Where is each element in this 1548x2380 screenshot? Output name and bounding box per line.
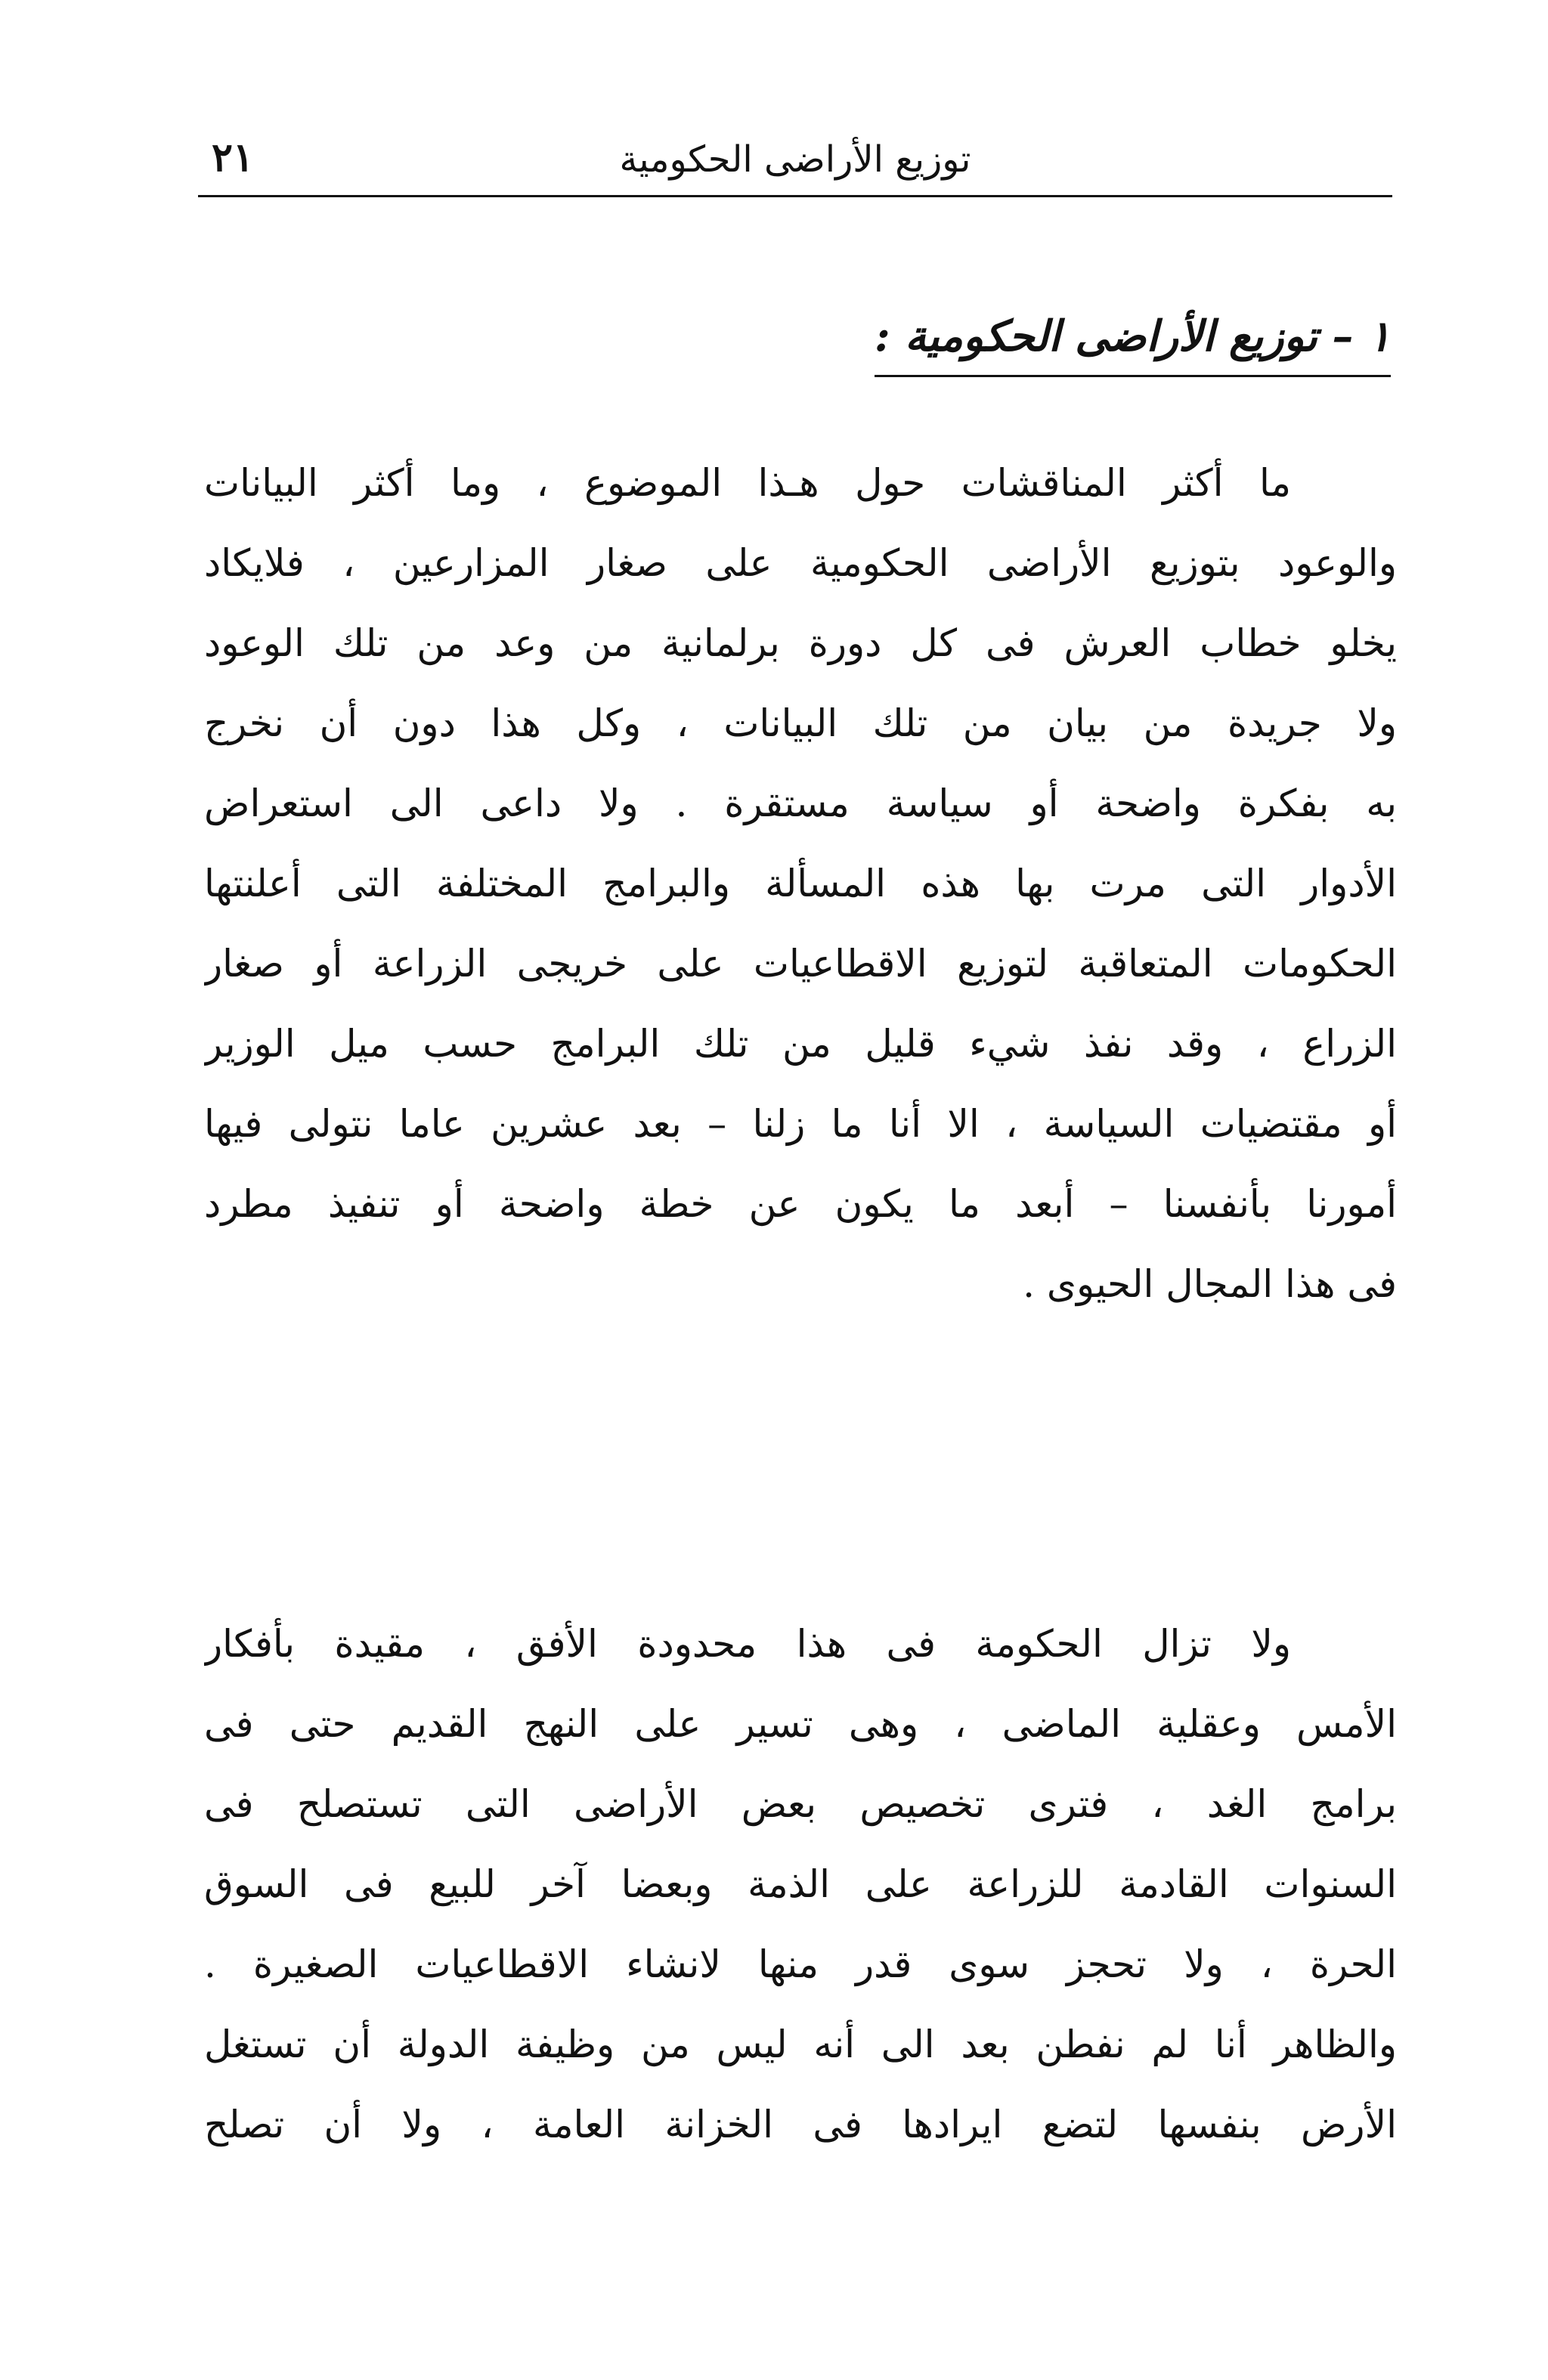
text-line: الحكومات المتعاقبة لتوزيع الاقطاعيات على خريجى الزراعة أو صغار xyxy=(204,942,1397,986)
text-line: والظاهر أنا لم نفطن بعد الى أنه ليس من وظيفة الدولة أن تستغل xyxy=(204,2023,1397,2066)
text-line: الأدوار التى مرت بها هذه المسألة والبرامج المختلفة التى أعلنتها xyxy=(204,862,1397,905)
running-title: توزيع الأراضى الحكومية xyxy=(619,138,971,181)
running-header xyxy=(198,128,1392,197)
text-line: الأرض بنفسها لتضع ايرادها فى الخزانة العامة ، ولا أن تصلح xyxy=(204,2103,1397,2146)
text-line: فى هذا المجال الحيوى . xyxy=(1023,1262,1397,1306)
text-line: الحرة ، ولا تحجز سوى قدر منها لانشاء الاقطاعيات الصغيرة . xyxy=(204,1942,1397,1986)
text-line: الأمس وعقلية الماضى ، وهى تسير على النهج القديم حتى فى xyxy=(204,1702,1397,1746)
paragraph-1 xyxy=(204,443,1397,1324)
section-heading: ١ – توزيع الأراضى الحكومية : xyxy=(875,302,1391,377)
text-line: به بفكرة واضحة أو سياسة مستقرة . ولا داعى الى استعراض xyxy=(204,781,1397,825)
text-line: ما أكثر المناقشات حول هـذا الموضوع ، وما أكثر البيانات xyxy=(204,461,1291,505)
text-line: أو مقتضيات السياسة ، الا أنا ما زلنا – بعد عشرين عاما نتولى فيها xyxy=(204,1102,1397,1146)
header-rule xyxy=(198,195,1392,197)
text-line: السنوات القادمة للزراعة على الذمة وبعضا آخر للبيع فى السوق xyxy=(204,1862,1397,1906)
text-line: ولا تزال الحكومة فى هذا محدودة الأفق ، مقيدة بأفكار xyxy=(204,1622,1291,1666)
paragraph-2 xyxy=(204,1604,1397,2165)
text-line: ولا جريدة من بيان من تلك البيانات ، وكل هذا دون أن نخرج xyxy=(204,701,1397,745)
text-line: يخلو خطاب العرش فى كل دورة برلمانية من وعد من تلك الوعود xyxy=(204,621,1397,665)
text-line: برامج الغد ، فترى تخصيص بعض الأراضى التى تستصلح فى xyxy=(204,1782,1397,1826)
text-line: الزراع ، وقد نفذ شيء قليل من تلك البرامج حسب ميل الوزير xyxy=(204,1022,1397,1066)
page-number: ٢١ xyxy=(212,135,254,181)
text-line: أمورنا بأنفسنا – أبعد ما يكون عن خطة واضحة أو تنفيذ مطرد xyxy=(204,1182,1397,1226)
text-line: والوعود بتوزيع الأراضى الحكومية على صغار المزارعين ، فلايكاد xyxy=(204,541,1397,585)
